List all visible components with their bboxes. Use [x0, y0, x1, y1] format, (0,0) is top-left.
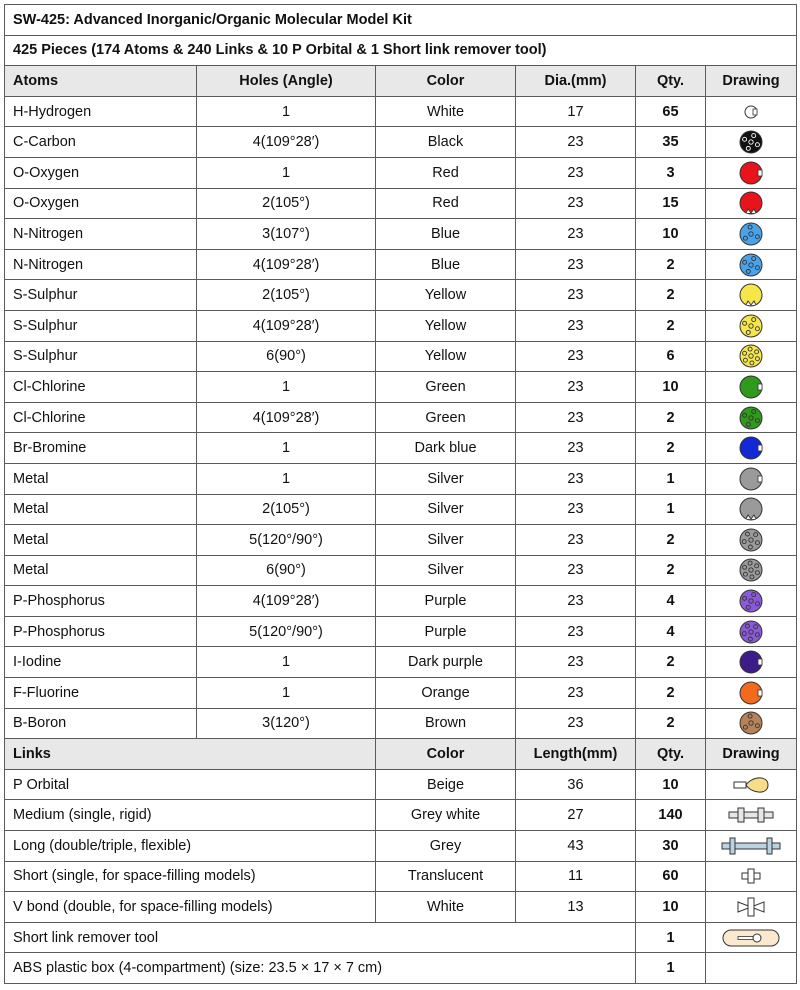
atom-holes: 1	[197, 463, 376, 494]
atom-color: Purple	[376, 616, 516, 647]
parts-list-sheet	[4, 4, 796, 984]
atom-drawing	[706, 157, 797, 188]
atom-color: Silver	[376, 494, 516, 525]
link-color: Translucent	[376, 861, 516, 892]
atom-quantity: 15	[636, 188, 706, 219]
atom-color: Yellow	[376, 341, 516, 372]
link-row	[5, 769, 797, 800]
atom-drawing	[706, 616, 797, 647]
atom-row	[5, 708, 797, 739]
atom-quantity: 4	[636, 586, 706, 617]
atom-diameter: 23	[516, 402, 636, 433]
atom-diameter: 23	[516, 127, 636, 158]
atom-color: Green	[376, 372, 516, 403]
atom-quantity: 2	[636, 280, 706, 311]
atom-holes: 2(105°)	[197, 494, 376, 525]
atom-quantity: 2	[636, 525, 706, 556]
holes-header: Holes (Angle)	[197, 66, 376, 97]
carbon-atom-icon	[736, 129, 766, 155]
link-color-header: Color	[376, 739, 516, 770]
atom-quantity: 10	[636, 372, 706, 403]
chlorine-atom-icon	[736, 405, 766, 431]
atom-row	[5, 372, 797, 403]
atom-holes: 1	[197, 433, 376, 464]
atom-diameter: 23	[516, 157, 636, 188]
link-row	[5, 892, 797, 923]
atom-holes: 4(109°28′)	[197, 402, 376, 433]
atom-name: I-Iodine	[5, 647, 197, 678]
atom-name: P-Phosphorus	[5, 586, 197, 617]
atom-row	[5, 96, 797, 127]
atom-holes: 1	[197, 157, 376, 188]
hydrogen-atom-icon	[736, 99, 766, 125]
p-orbital-icon	[720, 772, 782, 798]
atom-row	[5, 249, 797, 280]
atom-diameter: 23	[516, 708, 636, 739]
atom-color: Black	[376, 127, 516, 158]
atom-holes: 3(120°)	[197, 708, 376, 739]
link-length: 36	[516, 769, 636, 800]
link-length: 13	[516, 892, 636, 923]
link-quantity: 30	[636, 831, 706, 862]
atom-name: Metal	[5, 494, 197, 525]
v-bond-icon	[720, 894, 782, 920]
atom-name: Metal	[5, 555, 197, 586]
atom-color: Dark blue	[376, 433, 516, 464]
atom-diameter: 23	[516, 249, 636, 280]
link-color: Grey white	[376, 800, 516, 831]
link-row	[5, 831, 797, 862]
atoms-header: Atoms	[5, 66, 197, 97]
atom-holes: 2(105°)	[197, 280, 376, 311]
atom-holes: 6(90°)	[197, 555, 376, 586]
atom-drawing	[706, 280, 797, 311]
tool-quantity: 1	[636, 922, 706, 953]
atom-name: S-Sulphur	[5, 341, 197, 372]
phosphorus-atom-icon	[736, 588, 766, 614]
box-name: ABS plastic box (4-compartment) (size: 23.5 × 17 × 7 cm)	[5, 953, 636, 984]
link-drawing-header: Drawing	[706, 739, 797, 770]
metal-atom-icon	[736, 557, 766, 583]
atom-row	[5, 127, 797, 158]
atom-diameter: 23	[516, 341, 636, 372]
link-name: Long (double/triple, flexible)	[5, 831, 376, 862]
fluorine-atom-icon	[736, 680, 766, 706]
atom-quantity: 10	[636, 219, 706, 250]
atom-row	[5, 341, 797, 372]
nitrogen-atom-icon	[736, 252, 766, 278]
atom-row	[5, 586, 797, 617]
atom-quantity: 6	[636, 341, 706, 372]
metal-atom-icon	[736, 527, 766, 553]
atom-holes: 3(107°)	[197, 219, 376, 250]
atom-diameter: 23	[516, 188, 636, 219]
atom-name: B-Boron	[5, 708, 197, 739]
color-header: Color	[376, 66, 516, 97]
link-length: 11	[516, 861, 636, 892]
sulphur-atom-icon	[736, 313, 766, 339]
atom-drawing	[706, 402, 797, 433]
atom-holes: 1	[197, 372, 376, 403]
atom-color: Blue	[376, 219, 516, 250]
link-drawing	[706, 831, 797, 862]
kit-piece-summary: 425 Pieces (174 Atoms & 240 Links & 10 P Orbital & 1 Short link remover tool)	[5, 35, 797, 66]
atom-drawing	[706, 96, 797, 127]
atom-quantity: 35	[636, 127, 706, 158]
atom-quantity: 2	[636, 310, 706, 341]
atom-quantity: 1	[636, 494, 706, 525]
atom-color: Red	[376, 157, 516, 188]
atom-holes: 1	[197, 96, 376, 127]
box-row	[5, 953, 797, 984]
atom-diameter: 23	[516, 555, 636, 586]
atom-row	[5, 463, 797, 494]
atom-row	[5, 280, 797, 311]
atom-color: Green	[376, 402, 516, 433]
atom-drawing	[706, 219, 797, 250]
atom-diameter: 23	[516, 616, 636, 647]
atom-drawing	[706, 586, 797, 617]
long-link-icon	[720, 833, 782, 859]
atom-name: F-Fluorine	[5, 678, 197, 709]
link-row	[5, 800, 797, 831]
atom-name: H-Hydrogen	[5, 96, 197, 127]
atom-name: Cl-Chlorine	[5, 402, 197, 433]
link-drawing	[706, 800, 797, 831]
nitrogen-atom-icon	[736, 221, 766, 247]
atom-name: Br-Bromine	[5, 433, 197, 464]
link-quantity: 10	[636, 892, 706, 923]
atom-name: N-Nitrogen	[5, 219, 197, 250]
atom-name: O-Oxygen	[5, 157, 197, 188]
box-quantity: 1	[636, 953, 706, 984]
atom-holes: 4(109°28′)	[197, 249, 376, 280]
tool-drawing	[706, 922, 797, 953]
link-name: Medium (single, rigid)	[5, 800, 376, 831]
atom-drawing	[706, 463, 797, 494]
link-row	[5, 861, 797, 892]
atom-color: Yellow	[376, 280, 516, 311]
atom-quantity: 65	[636, 96, 706, 127]
atom-name: Cl-Chlorine	[5, 372, 197, 403]
atom-quantity: 1	[636, 463, 706, 494]
atom-color: Orange	[376, 678, 516, 709]
link-quantity: 10	[636, 769, 706, 800]
atom-holes: 2(105°)	[197, 188, 376, 219]
link-name: Short (single, for space-filling models)	[5, 861, 376, 892]
atom-color: Silver	[376, 555, 516, 586]
atom-name: Metal	[5, 463, 197, 494]
kit-title: SW-425: Advanced Inorganic/Organic Molecular Model Kit	[5, 5, 797, 36]
atom-drawing	[706, 188, 797, 219]
atom-quantity: 2	[636, 678, 706, 709]
boron-atom-icon	[736, 710, 766, 736]
atom-name: C-Carbon	[5, 127, 197, 158]
atom-holes: 1	[197, 647, 376, 678]
oxygen-atom-icon	[736, 190, 766, 216]
parts-table	[4, 4, 797, 984]
sulphur-atom-icon	[736, 343, 766, 369]
atom-color: Blue	[376, 249, 516, 280]
title-row	[5, 5, 797, 36]
atom-quantity: 4	[636, 616, 706, 647]
atom-row	[5, 647, 797, 678]
link-length: 27	[516, 800, 636, 831]
tool-name: Short link remover tool	[5, 922, 636, 953]
atom-color: White	[376, 96, 516, 127]
atom-drawing	[706, 525, 797, 556]
link-color: White	[376, 892, 516, 923]
links-header-row	[5, 739, 797, 770]
atom-drawing	[706, 372, 797, 403]
atom-holes: 5(120°/90°)	[197, 525, 376, 556]
link-drawing	[706, 892, 797, 923]
atom-color: Red	[376, 188, 516, 219]
atom-color: Silver	[376, 525, 516, 556]
oxygen-atom-icon	[736, 160, 766, 186]
atom-holes: 5(120°/90°)	[197, 616, 376, 647]
atom-drawing	[706, 678, 797, 709]
atom-drawing	[706, 433, 797, 464]
atom-diameter: 23	[516, 372, 636, 403]
atom-name: O-Oxygen	[5, 188, 197, 219]
atom-diameter: 23	[516, 586, 636, 617]
atom-row	[5, 678, 797, 709]
atom-row	[5, 616, 797, 647]
box-drawing	[706, 953, 797, 984]
length-header: Length(mm)	[516, 739, 636, 770]
atom-row	[5, 433, 797, 464]
atom-row	[5, 555, 797, 586]
atom-color: Purple	[376, 586, 516, 617]
atom-quantity: 2	[636, 433, 706, 464]
atom-holes: 4(109°28′)	[197, 310, 376, 341]
atom-name: N-Nitrogen	[5, 249, 197, 280]
atom-drawing	[706, 127, 797, 158]
metal-atom-icon	[736, 466, 766, 492]
atom-row	[5, 494, 797, 525]
atom-drawing	[706, 494, 797, 525]
link-color: Grey	[376, 831, 516, 862]
atom-holes: 6(90°)	[197, 341, 376, 372]
atom-row	[5, 219, 797, 250]
atom-diameter: 23	[516, 219, 636, 250]
link-qty-header: Qty.	[636, 739, 706, 770]
tool-row	[5, 922, 797, 953]
atoms-header-row	[5, 66, 797, 97]
atom-diameter: 23	[516, 494, 636, 525]
atom-color: Dark purple	[376, 647, 516, 678]
link-quantity: 140	[636, 800, 706, 831]
link-quantity: 60	[636, 861, 706, 892]
atom-color: Brown	[376, 708, 516, 739]
atom-diameter: 17	[516, 96, 636, 127]
remover-tool-icon	[720, 925, 782, 951]
atom-row	[5, 525, 797, 556]
link-name: V bond (double, for space-filling models)	[5, 892, 376, 923]
atom-row	[5, 188, 797, 219]
atom-row	[5, 157, 797, 188]
atom-diameter: 23	[516, 525, 636, 556]
atom-drawing	[706, 708, 797, 739]
atom-quantity: 3	[636, 157, 706, 188]
atom-name: P-Phosphorus	[5, 616, 197, 647]
atom-holes: 4(109°28′)	[197, 586, 376, 617]
iodine-atom-icon	[736, 649, 766, 675]
atom-name: S-Sulphur	[5, 280, 197, 311]
atom-name: Metal	[5, 525, 197, 556]
atom-diameter: 23	[516, 678, 636, 709]
atom-quantity: 2	[636, 647, 706, 678]
link-drawing	[706, 861, 797, 892]
atom-diameter: 23	[516, 463, 636, 494]
atom-name: S-Sulphur	[5, 310, 197, 341]
links-header: Links	[5, 739, 376, 770]
atom-holes: 1	[197, 678, 376, 709]
atom-holes: 4(109°28′)	[197, 127, 376, 158]
atom-row	[5, 310, 797, 341]
atom-diameter: 23	[516, 433, 636, 464]
link-drawing	[706, 769, 797, 800]
atom-drawing	[706, 341, 797, 372]
atom-quantity: 2	[636, 708, 706, 739]
link-length: 43	[516, 831, 636, 862]
atom-drawing	[706, 249, 797, 280]
atom-drawing	[706, 555, 797, 586]
phosphorus-atom-icon	[736, 619, 766, 645]
atom-diameter: 23	[516, 310, 636, 341]
atom-diameter: 23	[516, 647, 636, 678]
atom-drawing	[706, 310, 797, 341]
atom-quantity: 2	[636, 555, 706, 586]
qty-header: Qty.	[636, 66, 706, 97]
short-link-icon	[720, 863, 782, 889]
metal-atom-icon	[736, 496, 766, 522]
sulphur-atom-icon	[736, 282, 766, 308]
medium-link-icon	[720, 802, 782, 828]
atom-row	[5, 402, 797, 433]
atom-diameter: 23	[516, 280, 636, 311]
atom-quantity: 2	[636, 402, 706, 433]
bromine-atom-icon	[736, 435, 766, 461]
dia-header: Dia.(mm)	[516, 66, 636, 97]
subtitle-row	[5, 35, 797, 66]
link-color: Beige	[376, 769, 516, 800]
drawing-header: Drawing	[706, 66, 797, 97]
atom-drawing	[706, 647, 797, 678]
atom-color: Silver	[376, 463, 516, 494]
chlorine-atom-icon	[736, 374, 766, 400]
atom-quantity: 2	[636, 249, 706, 280]
atom-color: Yellow	[376, 310, 516, 341]
link-name: P Orbital	[5, 769, 376, 800]
